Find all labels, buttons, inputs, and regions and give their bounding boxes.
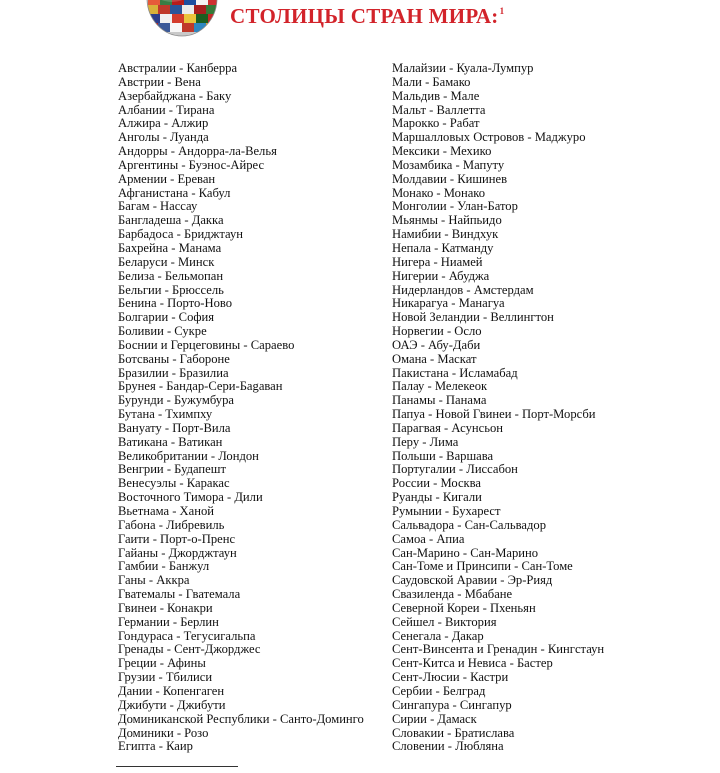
list-item: Венесуэлы - Каракас (118, 476, 230, 491)
list-item: Молдавии - Кишинев (392, 171, 508, 186)
footnote-mark: 1 (499, 6, 505, 16)
list-item: Папуа - Новой Гвинеи - Порт-Морсби (392, 407, 596, 422)
list-item: Руанды - Кигали (392, 490, 482, 505)
list-item: Вануату - Порт-Вила (118, 420, 231, 435)
list-item: Мьянмы - Найпьидо (392, 213, 502, 228)
list-item: Сан-Томе и Принсипи - Сан-Томе (392, 559, 573, 574)
list-item: ОАЭ - Абу-Даби (392, 337, 481, 352)
list-item: Сирии - Дамаск (392, 711, 477, 726)
list-item: Намибии - Виндхук (392, 227, 499, 242)
list-item: Самоа - Апиа (392, 531, 465, 546)
list-item: Пакистана - Исламабад (392, 365, 518, 380)
footnote-divider (116, 766, 238, 767)
list-item: Мальдив - Мале (392, 88, 480, 103)
list-item: Никарагуа - Манагуа (392, 296, 505, 311)
page-title (230, 4, 504, 29)
list-item: Сингапура - Сингапур (392, 697, 512, 712)
list-item: Дании - Копенгаген (118, 683, 225, 698)
list-item: Доминиканской Республики - Санто-Доминго (118, 711, 364, 726)
list-item: Габона - Либревиль (118, 517, 225, 532)
list-item: Мали - Бамако (392, 74, 471, 89)
list-item: Польши - Варшава (392, 448, 494, 463)
list-item: Бельгии - Брюссель (118, 282, 224, 297)
list-item: Венгрии - Будапешт (118, 462, 226, 477)
list-item: Непала - Катманду (392, 240, 494, 255)
list-item: Болгарии - София (118, 310, 215, 325)
list-item: Палау - Мелекеок (392, 379, 488, 394)
list-item: Австралии - Канберра (118, 61, 238, 75)
list-item: Доминики - Розо (118, 725, 209, 740)
list-item: Беларуси - Минск (118, 254, 215, 269)
list-item: Египта - Каир (118, 739, 193, 754)
list-item: Ватикана - Ватикан (118, 434, 223, 449)
list-item: Панамы - Панама (392, 393, 487, 408)
list-item: Монголии - Улан-Батор (392, 199, 518, 214)
list-item: Джибути - Джибути (118, 697, 226, 712)
list-item: Нидерландов - Амстердам (392, 282, 534, 297)
list-item: Бразилии - Бразилиа (118, 365, 229, 380)
list-item: Барбадоса - Бриджтаун (118, 227, 243, 242)
list-item: Сербии - Белград (392, 683, 486, 698)
list-item: Гайаны - Джорджтаун (118, 545, 237, 560)
list-item: Андорры - Андорра-ла-Велья (118, 144, 277, 159)
list-item: Саудовской Аравии - Эр-Рияд (392, 573, 553, 588)
page-title-text: СТОЛИЦЫ СТРАН МИРА: (230, 4, 499, 28)
list-item: Брунея - Бандар-Сери-Бagаван (118, 379, 283, 394)
list-item: Багам - Нассау (118, 199, 198, 214)
list-item: Парагвая - Асунсьон (392, 420, 504, 435)
list-item: Омана - Маскат (392, 351, 477, 366)
list-item: Азербайджана - Баку (118, 88, 232, 103)
list-item: Сент-Винсента и Гренадин - Кингстаун (392, 642, 605, 657)
list-item: Нигерии - Абуджа (392, 268, 490, 283)
list-item: Германии - Берлин (118, 614, 219, 629)
list-item: Вьетнама - Ханой (118, 504, 214, 518)
list-item: Новой Зеландии - Веллингтон (392, 310, 554, 325)
list-item: Румынии - Бухарест (392, 504, 501, 518)
list-item: Боливии - Сукре (118, 324, 207, 339)
list-item: Гренады - Сент-Джорджес (118, 642, 261, 657)
list-item: Гамбии - Банжул (118, 559, 210, 574)
list-item: Аргентины - Буэнос-Айрес (118, 157, 265, 172)
list-item: Мозамбика - Мапуту (392, 157, 505, 172)
list-item: Великобритании - Лондон (118, 448, 259, 463)
list-item: Гватемалы - Гватемала (118, 587, 241, 602)
list-item: Бурунди - Бужумбура (118, 393, 234, 408)
list-item: Бангладеша - Дакка (118, 213, 224, 228)
list-item: Анголы - Луанда (118, 130, 209, 145)
list-item: Словении - Любляна (392, 739, 504, 754)
list-item: Сенегала - Дакар (392, 628, 484, 643)
list-item: Сейшел - Виктория (392, 614, 497, 629)
list-item: Свазиленда - Мбабане (392, 587, 513, 602)
list-item: Монако - Монако (392, 185, 486, 200)
list-item: Сент-Люсии - Кастри (392, 670, 509, 685)
capitals-list-left (118, 62, 364, 754)
list-item: Португалии - Лиссабон (392, 462, 518, 477)
list-item: Австрии - Вена (118, 74, 201, 89)
list-item: Ботсваны - Габороне (118, 351, 230, 366)
list-item: Гаити - Порт-о-Пренс (118, 531, 236, 546)
list-item: Словакии - Братислава (392, 725, 515, 740)
list-item: Бахрейна - Манама (118, 240, 222, 255)
list-item: Греции - Афины (118, 656, 206, 671)
list-item: России - Москва (392, 476, 482, 491)
capitals-list-right (392, 62, 604, 754)
list-item: Армении - Ереван (118, 171, 216, 186)
list-item: Бутана - Тхимпху (118, 407, 213, 422)
list-item: Сальвадора - Сан-Сальвадор (392, 517, 547, 532)
list-item: Сент-Китса и Невиса - Бастер (392, 656, 553, 671)
list-item: Перу - Лима (392, 434, 459, 449)
list-item: Северной Кореи - Пхеньян (392, 600, 536, 615)
list-item: Гондураса - Тегусигальпа (118, 628, 256, 643)
list-item: Албании - Тирана (118, 102, 215, 117)
list-item: Норвегии - Осло (392, 324, 482, 339)
list-item: Грузии - Тбилиси (118, 670, 213, 685)
list-item: Марокко - Рабат (392, 116, 480, 131)
list-item: Боснии и Герцеговины - Сараево (118, 337, 295, 352)
list-item: Бенина - Порто-Ново (118, 296, 233, 311)
list-item: Гвинеи - Конакри (118, 600, 213, 615)
list-item: Афганистана - Кабул (118, 185, 231, 200)
list-item: Белиза - Бельмопан (118, 268, 224, 283)
list-item: Ганы - Аккра (118, 573, 190, 588)
list-item: Нигера - Ниамей (392, 254, 483, 269)
flag-globe-icon (146, 0, 218, 38)
list-item: Алжира - Алжир (118, 116, 209, 131)
list-item: Сан-Марино - Сан-Марино (392, 545, 539, 560)
list-item: Восточного Тимора - Дили (118, 490, 263, 505)
list-item: Мексики - Мехико (392, 144, 492, 159)
list-item: Малайзии - Куала-Лумпур (392, 61, 534, 75)
list-item: Мальт - Валлетта (392, 102, 486, 117)
list-item: Маршалловых Островов - Маджуро (392, 130, 586, 145)
